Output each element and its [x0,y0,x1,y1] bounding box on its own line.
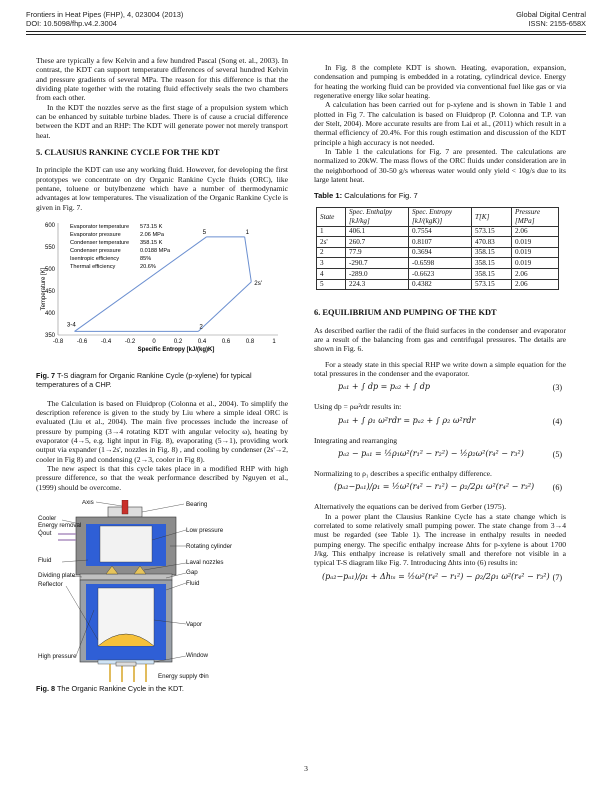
table-cell: 2s' [317,237,346,248]
x-tick-label: -0.8 [52,339,64,346]
table-cell: 0.3694 [409,247,472,258]
table-cell: 2.06 [512,279,559,290]
label-fluid-left: Fluid [38,557,52,564]
table-cell: 470.83 [472,237,512,248]
x-tick-label: -0.2 [124,339,136,346]
paragraph: For a steady state in this special RHP we write down a simple equation for the total pressures in the condenser and the evaporator. [314,359,566,378]
table-header-row [317,207,559,226]
energy-supply-arrows [110,664,146,682]
x-tick-label: 0.6 [221,339,231,346]
paragraph: The new aspect is that this cycle takes place in a modified RHP with high pressure difference, so that the weak performance described by Nguyen et al., (1999) should be overcome. [36,463,288,492]
table-header-cell: T[K] [472,207,512,226]
doi: DOI: 10.5098/fhp.v4.2.3004 [26,19,117,28]
state-point-label: 2 [199,323,203,331]
table-cell: 77.9 [346,247,409,258]
legend-condenser-pressure: Condenser pressure 0.0188 MPa [70,248,171,255]
label-dividing-plate: Dividing plate [38,572,76,579]
label-energy-supply: Energy supply Φin [158,673,209,680]
label-window: Window [186,652,209,659]
x-tick-label: -0.6 [76,339,88,346]
table-cell: 358.15 [472,247,512,258]
table-header-cell: Pressure [MPa] [512,207,559,226]
table-cell: -289.0 [346,269,409,280]
label-fluid-right: Fluid [186,580,200,587]
equation-number: (5) [552,449,562,459]
table-cell: 573.15 [472,226,512,237]
table-row [317,279,559,290]
table-cell: 3 [317,258,346,269]
cycle-segment [245,237,252,282]
equation-body: pₐ₂ − pₐ₁ = ½ρ₁ω²(r₁² − r₂²) − ½ρ₂ω²(r₄² − r₃²) [338,448,524,458]
label-q-out: Q̇out [38,530,52,537]
dividing-plate [80,574,172,580]
figure-8-caption: Fig. 8 The Organic Rankine Cycle in the KDT. [36,684,184,693]
journal-citation [26,10,183,28]
legend-thermal-efficiency: Thermal efficiency 20.6% [70,264,156,271]
y-tick-label: 400 [44,311,55,318]
header-rule [26,31,586,32]
x-tick-label: 0.2 [173,339,183,346]
energy-removal-arrows [58,534,76,540]
label-low-pressure: Low pressure [186,527,224,534]
x-tick-label: -0.4 [100,339,112,346]
publisher: Global Digital Central [516,10,586,19]
journal-title: Frontiers in Heat Pipes (FHP), 4, 023004 (2013) [26,10,184,19]
y-tick-label: 350 [44,333,55,340]
table-cell: 1 [317,226,346,237]
label-gap: Gap [186,569,198,576]
header-rule-2 [26,34,586,35]
paragraph: Using dp = ρω²rdr results in: [314,402,402,412]
label-laval-nozzles: Laval nozzles [186,559,224,566]
y-axis-label: Temperature [K] [41,267,47,311]
section-heading-5: 5. CLAUSIUS RANKINE CYCLE FOR THE KDT [36,148,220,158]
table-cell: 2 [317,247,346,258]
label-vapor: Vapor [186,621,203,628]
table-row [317,226,559,237]
x-tick-label: 0.4 [197,339,207,346]
table-row [317,269,559,280]
paragraph: In a power plant the Clausius Rankine Cycle has a state change which is correlated to some relatively small pumping power. The state change from 3→4 must be regarded (see Table 1). The increase in enthalpy results in needed pumping energy. The specific enthalpy increase Δhts for p-xylene is about 1700 J/kg. This enthalpy increase is relatively small and therefore not visible in a typical T-S diagram like Fig. 7. Introducing Δhts into (6) results in: [314,511,566,568]
x-tick-label: 0 [152,339,156,346]
table-row [317,237,559,248]
paragraph: In Table 1 the calculations for Fig. 7 are presented. The calculations are normalized to 20kW. The mass flows of the ORC fluids under consideration are in the neighborhood of 30-50 g/s whereas water would only yield < 10g/s due to its large latent heat. [314,147,566,185]
paragraph: In the KDT the nozzles serve as the first stage of a propulsion system which can be enhanced by suitable turbine blades. There is of cause a crucial difference between the KDT and an RHP: The KDT will generate power not merely transport heat. [36,102,288,140]
table-cell: 2.06 [512,269,559,280]
label-energy-removal: Energy removal [38,522,82,529]
table-header-cell: Spec. Entropy [kJ/(kgK)] [409,207,472,226]
table-cell: 224.3 [346,279,409,290]
equation-body: (pₐ₂−pₐ₁)/ρ₁ + Δhₜₛ = ½ω²(r₄² − r₁²) − ρ₂/2ρ₁ ω²(r₄² − r₃²) [322,571,550,581]
equation-5 [314,445,566,469]
y-tick-label: 450 [44,289,55,296]
kdt-schematic [36,500,288,684]
table-1 [316,207,559,290]
x-axis-label: Specific Entropy [kJ/(kg)K] [137,347,215,354]
ts-diagram [36,219,288,369]
lower-bearing [116,662,136,666]
page-number: 3 [304,764,308,773]
label-rotating-cylinder: Rotating cylinder [186,543,233,550]
paragraph: Integrating and rearranging [314,435,398,445]
table-cell: 0.7554 [409,226,472,237]
equation-number: (3) [552,383,562,393]
state-point-label: 1 [245,228,250,236]
x-tick-label: 0.8 [245,339,255,346]
label-axis: Axis [82,500,94,506]
table-cell: -0.6623 [409,269,472,280]
table-cell: -290.7 [346,258,409,269]
table-cell: 5 [317,279,346,290]
table-header-cell: Spec. Enthalpy [kJ/kg] [346,207,409,226]
equation-number: (4) [552,416,562,426]
legend-condenser-temperature: Condenser temperature 358.15 K [70,240,163,247]
state-point-label: 3-4 [66,321,76,329]
table-row [317,247,559,258]
equation-number: (7) [552,572,562,582]
label-reflector: Reflector [38,581,63,588]
table-cell: 4 [317,269,346,280]
table-cell: 358.15 [472,258,512,269]
equation-body: pₐ₁ + ∫ dp = pₐ₂ + ∫ dp [338,382,430,392]
table-cell: 358.15 [472,269,512,280]
table-cell: 0.019 [512,237,559,248]
paragraph: In Fig. 8 the complete KDT is shown. Heating, evaporation, expansion, condensation and pumping is embedded in a rotating, cylindrical device. Energy for heating the working fluid can be provided via conventional fuel like gas or via regenerative energy like solar heating. [314,63,566,101]
section-heading-6: 6. EQUILIBRIUM AND PUMPING OF THE KDT [314,308,497,318]
figure-8 [36,500,288,684]
label-bearing: Bearing [186,501,208,508]
equation-body: pₐ₁ + ∫ ρ₁ ω²rdr = pₐ₂ + ∫ ρ₂ ω²rdr [338,415,476,425]
equation-3 [314,378,566,402]
table-row [317,258,559,269]
paragraph: A calculation has been carried out for p-xylene and is shown in Table 1 and plotted in Fig 7. The calculation is based on Fluidprop (P. Colonna and T.P. van der Stelt, 2004). More accurate results are from Lai et al., (2011) which result in a thermal efficiency of 20.4%. For this rough estimation and discussion of the KDT principle a high accuracy is not needed. [314,100,566,147]
table-cell: 0.019 [512,258,559,269]
paragraph: Alternatively the equations can be derived from Gerber (1975). [314,502,507,512]
table-cell: 2.06 [512,226,559,237]
equation-body: (pₐ₂−pₐ₁)/ρ₁ = ½ω²(r₄² − r₁²) − ρ₂/2ρ₁ ω²(r₄² − r₃²) [334,482,535,492]
state-point-label: 5 [202,228,207,236]
y-tick-label: 550 [44,245,55,252]
equation-6 [314,478,566,502]
y-tick-label: 600 [44,223,55,230]
table-cell: 260.7 [346,237,409,248]
table-cell: 0.8107 [409,237,472,248]
axis-shaft [122,500,128,514]
right-column [314,63,566,590]
low-pressure-chamber [100,526,152,562]
table-1-title: Table 1: Calculations for Fig. 7 [314,191,418,201]
publisher-info [516,10,586,28]
table-cell: 0.4382 [409,279,472,290]
label-cooler: Cooler [38,515,57,522]
table-header-cell: State [317,207,346,226]
table-cell: -0.6598 [409,258,472,269]
figure-7-caption: Fig. 7 T-S diagram for Organic Rankine Cycle (p-xylene) for typical temperatures of a CHP. [36,371,252,390]
state-point-label: 2s' [254,279,263,287]
y-tick-label: 500 [44,267,55,274]
equation-number: (6) [552,483,562,493]
paragraph: In principle the KDT can use any working fluid. However, for developing the first prototypes we concentrate on dry Organic Rankine Cycle fluids (ORC), like pentane, toluene or butylbenzene which have a number of thermodynamic advantages at low temperatures. The visualization of the Organic Rankine Cycle is given in Fig. 7. [36,165,288,212]
label-high-pressure: High pressure [38,653,77,660]
figure-7 [36,219,288,369]
table-cell: 406.1 [346,226,409,237]
legend-evaporator-pressure: Evaporator pressure 2.06 MPa [70,232,164,239]
equation-7 [314,568,566,590]
left-column [36,56,288,693]
paragraph: As described earlier the radii of the fluid surfaces in the condenser and evaporator are a result of the balancing from gas and centrifugal pressures. The details are shown in Fig. 6. [314,325,566,354]
paragraph: The Calculation is based on Fluidprop (Colonna et al., 2004). To simplify the description reference is given to the study by Liu where a simple ideal ORC is evaluated (Liu et al., 2004). The main five processes include the increase of pressure by pumping (3→4 rotating KDT with angular velocity ω), heating by evaporator (4→5, e.g. light input in Fig. 8), evaporating (5→1), providing work output via expander (1→2s', nozzles in Fig. 8) , and cooling by condenser (2s'→2, cooler in Fig 8) and condensing (2→3, cooler in Fig 8). [36,398,288,464]
paragraph: Normalizing to ρ₁ describes a specific enthalpy difference. [314,468,492,478]
equation-4 [314,412,566,436]
cycle-segment [198,282,251,332]
legend-isentropic-efficiency: Isentropic efficiency 85% [70,256,152,263]
x-tick-label: 1 [272,339,276,346]
table-cell: 573.15 [472,279,512,290]
issn: ISSN: 2155-658X [528,19,586,28]
paragraph: These are typically a few Kelvin and a few hundred Pascal (Song et. al., 2003). In contrast, the KDT can support temperature differences of several hundred Kelvin and pressure gradients of several MPa. The reason for this difference is that the dividing plate together with the rotating fluid effectively seals the two chambers from each other. [36,56,288,103]
table-cell: 0.019 [512,247,559,258]
legend-evaporator-temperature: Evaporator temperature 573.15 K [70,224,163,231]
